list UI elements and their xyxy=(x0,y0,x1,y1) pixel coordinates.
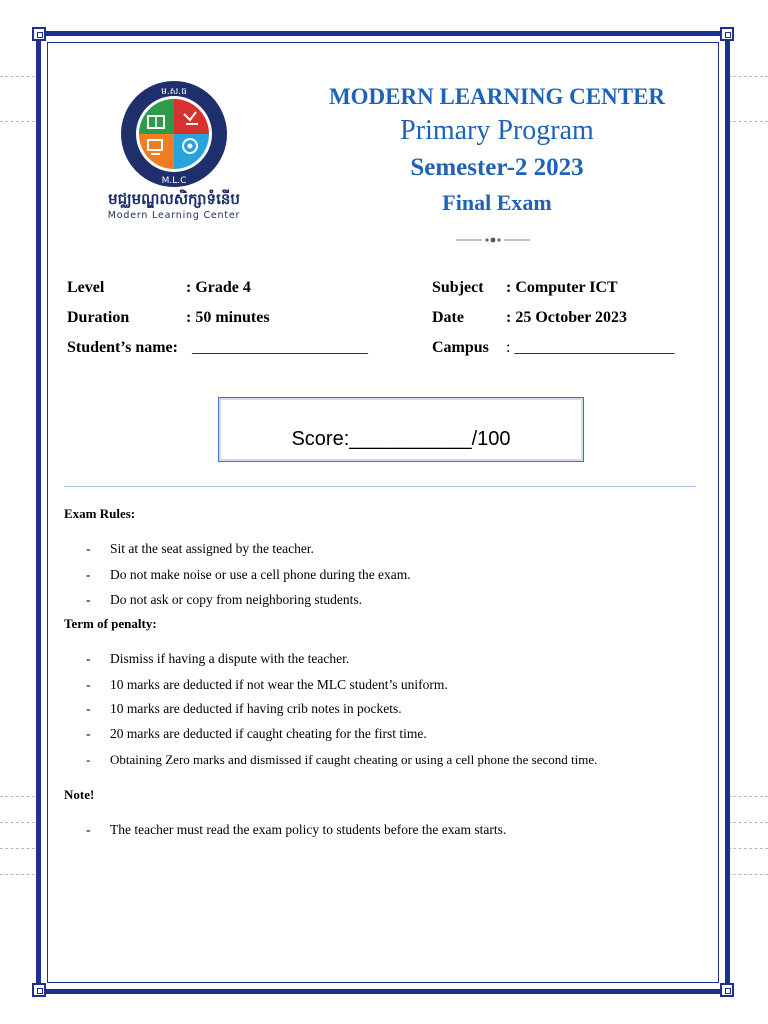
penalty-item: - 10 marks are deducted if having crib notes in pockets. xyxy=(86,701,402,716)
program-title: Primary Program xyxy=(400,115,594,146)
rule-item: - Do not ask or copy from neighboring students. xyxy=(86,592,362,607)
campus-field[interactable]: : ____________________ xyxy=(506,339,675,356)
corner-ornament xyxy=(720,983,734,997)
duration-value: : 50 minutes xyxy=(186,309,270,326)
penalty-item: - Dismiss if having a dispute with the teacher. xyxy=(86,651,350,666)
penalty-item: - Obtaining Zero marks and dismissed if caught cheating or using a cell phone the second time. xyxy=(86,752,598,767)
logo-bottom-text: M.L.C xyxy=(161,176,187,186)
rule-item: - Do not make noise or use a cell phone during the exam. xyxy=(86,567,411,582)
logo-english-name: Modern Learning Center xyxy=(107,210,241,221)
score-field[interactable]: Score:___________/100 xyxy=(291,428,511,450)
corner-ornament xyxy=(720,27,734,41)
student-name-field[interactable]: ______________________ xyxy=(192,339,368,356)
date-label: Date xyxy=(432,309,464,326)
penalty-item: - 10 marks are deducted if not wear the MLC student’s uniform. xyxy=(86,677,448,692)
score-box xyxy=(218,397,584,462)
logo-top-text: ម.ស.ធ xyxy=(161,87,187,97)
penalty-title: Term of penalty: xyxy=(64,616,157,631)
corner-ornament xyxy=(32,983,46,997)
campus-label: Campus xyxy=(432,339,489,356)
note-item: - The teacher must read the exam policy to students before the exam starts. xyxy=(86,822,507,837)
exam-title: Final Exam xyxy=(442,190,552,215)
rule-item: - Sit at the seat assigned by the teacher. xyxy=(86,541,314,556)
semester-title: Semester-2 2023 xyxy=(410,154,584,181)
student-name-label: Student’s name: xyxy=(67,339,178,356)
exam-rules-title: Exam Rules: xyxy=(64,506,136,521)
org-name: MODERN LEARNING CENTER xyxy=(328,84,666,109)
date-value: : 25 October 2023 xyxy=(506,309,628,326)
penalty-item: - 20 marks are deducted if caught cheating for the first time. xyxy=(86,726,427,741)
level-value: : Grade 4 xyxy=(186,279,251,296)
divider-ornament xyxy=(456,232,530,242)
corner-ornament xyxy=(32,27,46,41)
duration-label: Duration xyxy=(67,309,130,326)
section-divider xyxy=(64,486,696,487)
level-label: Level xyxy=(67,279,105,296)
mlc-logo xyxy=(104,80,252,224)
logo-khmer-name: មជ្ឈមណ្ឌលសិក្សាទំនើប xyxy=(108,190,240,208)
note-title: Note! xyxy=(64,787,95,802)
subject-value: : Computer ICT xyxy=(506,279,618,296)
subject-label: Subject xyxy=(432,279,484,296)
